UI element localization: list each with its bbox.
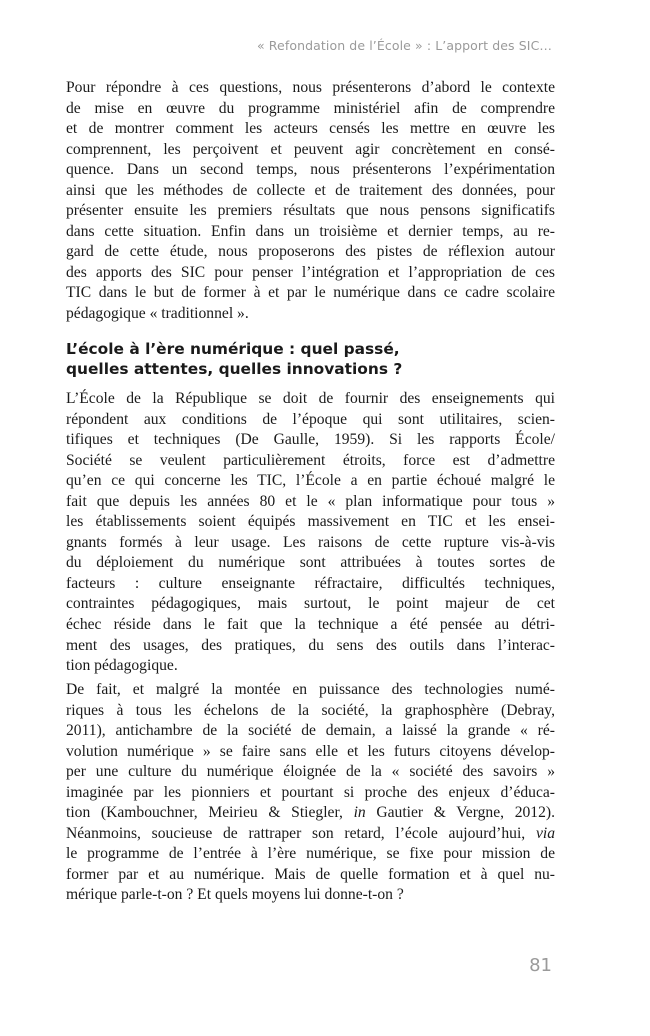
text-line-with-italic xyxy=(66,824,555,845)
text-line: les établissements soient équipés massivement en TIC et les ensei- xyxy=(66,513,555,531)
text-line: gnants formés à leur usage. Les raisons de cette rupture vis-à-vis xyxy=(66,533,555,551)
paragraph-ecole xyxy=(66,389,555,677)
text-segment: Gautier & Vergne, 2012). xyxy=(365,804,555,822)
page-number: 81 xyxy=(529,955,552,976)
running-header: « Refondation de l’École » : L’apport des SIC… xyxy=(256,38,552,53)
text-line: échec réside dans le fait que la technique a été pensée au détri- xyxy=(66,616,555,634)
text-line: pédagogique « traditionnel ». xyxy=(66,305,249,323)
text-line: dans cette situation. Enfin dans un troisième et dernier temps, au re- xyxy=(66,222,555,240)
text-line: TIC dans le but de former à et par le numérique dans ce cadre scolaire xyxy=(66,284,555,302)
text-line: 2011), antichambre de la société de demain, a laissé la grande « ré- xyxy=(66,722,555,740)
text-line: le programme de l’entrée à l’ère numérique, se fixe pour mission de xyxy=(66,845,555,863)
text-line: ment des usages, des pratiques, du sens des outils dans l’interac- xyxy=(66,636,555,654)
text-line: de mise en œuvre du programme ministériel afin de comprendre xyxy=(66,99,555,117)
paragraph-intro xyxy=(66,78,555,325)
text-line: L’École de la République se doit de fournir des enseignements qui xyxy=(66,390,555,407)
text-line: per une culture du numérique éloignée de la « société des savoirs » xyxy=(66,763,555,781)
text-line: imaginée par les pionniers et pourtant si proche des enjeux d’éduca- xyxy=(66,783,555,801)
italic-in: in xyxy=(353,804,366,822)
text-line: quence. Dans un second temps, nous présenterons l’expérimentation xyxy=(66,161,555,179)
text-line: gard de cette étude, nous proposerons des pistes de réflexion autour xyxy=(66,243,555,261)
text-line: présenter ensuite les premiers résultats que nous pensons significatifs xyxy=(66,202,555,220)
text-line: et de montrer comment les acteurs censés les mettre en œuvre les xyxy=(66,120,555,138)
text-line: ainsi que les méthodes de collecte et de traitement des données, pour xyxy=(66,181,555,199)
text-line-with-italic xyxy=(66,803,555,824)
heading-line: L’école à l’ère numérique : quel passé, xyxy=(66,340,400,358)
heading-line: quelles attentes, quelles innovations ? xyxy=(66,359,403,378)
section-heading xyxy=(66,340,555,379)
text-line: riques à tous les échelons de la société, la graphosphère (Debray, xyxy=(66,701,555,719)
italic-via: via xyxy=(535,824,555,842)
text-line: mérique parle-t-on ? Et quels moyens lui donne-t-on ? xyxy=(66,886,404,904)
text-line: fait que depuis les années 80 et le « plan informatique pour tous » xyxy=(66,492,555,510)
text-line: répondent aux conditions de l’époque qui sont utilitaires, scien- xyxy=(66,410,555,428)
text-line: volution numérique » se faire sans elle et les futurs citoyens dévelop- xyxy=(66,742,555,760)
text-line: tion pédagogique. xyxy=(66,657,178,675)
text-line: facteurs : culture enseignante réfractaire, difficultés techniques, xyxy=(66,574,555,592)
text-line: contraintes pédagogiques, mais surtout, le point majeur de cet xyxy=(66,595,555,613)
text-segment: tion (Kambouchner, Meirieu & Stiegler, xyxy=(66,804,354,822)
text-line: former par et au numérique. Mais de quelle formation et à quel nu- xyxy=(66,865,555,883)
paragraph-de-fait xyxy=(66,680,555,906)
text-line: du déploiement du numérique sont attribuées à toutes sortes de xyxy=(66,554,555,572)
text-line: Pour répondre à ces questions, nous présenterons d’abord le contexte xyxy=(66,79,555,96)
text-line: De fait, et malgré la montée en puissance des technologies numé- xyxy=(66,681,555,698)
text-line: tifiques et techniques (De Gaulle, 1959). Si les rapports École/ xyxy=(66,431,555,449)
text-line: comprennent, les perçoivent et peuvent agir concrètement en consé- xyxy=(66,140,555,158)
text-line: qu’en ce qui concerne les TIC, l’École a en partie échoué malgré le xyxy=(66,472,555,490)
text-line: Société se veulent particulièrement étroits, force est d’admettre xyxy=(66,451,555,469)
text-line: des apports des SIC pour penser l’intégration et l’appropriation de ces xyxy=(66,263,555,281)
text-segment: Néanmoins, soucieuse de rattraper son retard, l’école aujourd’hui, xyxy=(66,824,536,842)
